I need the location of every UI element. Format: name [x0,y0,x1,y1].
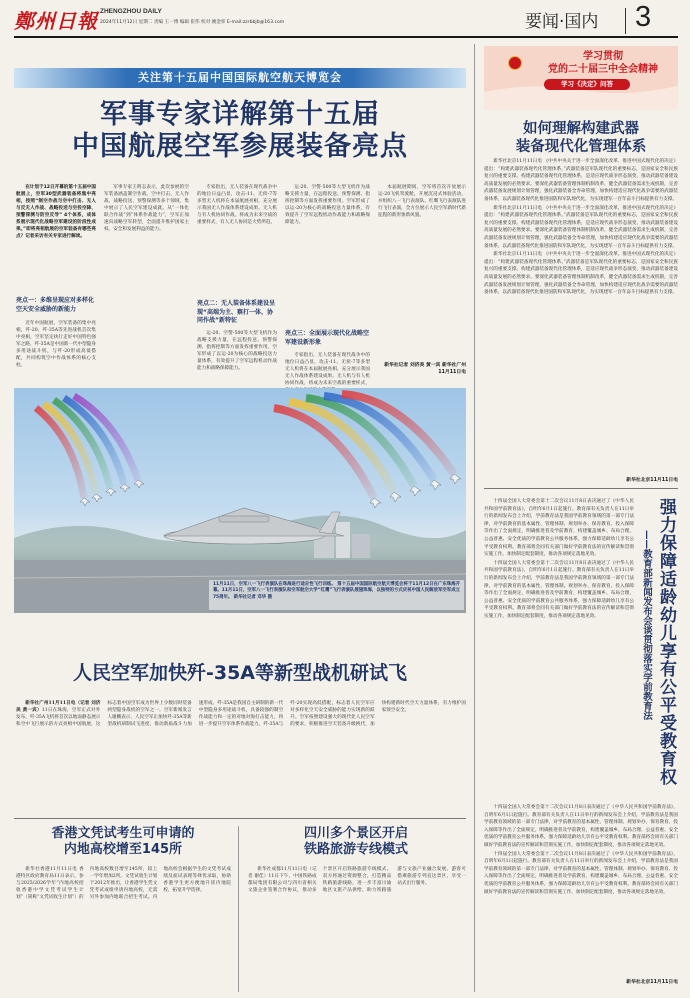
headline-line2: 中国航展空军参展装备亮点 [72,131,408,162]
divider-mid [14,818,466,819]
divider-right [484,488,678,489]
exam-headline [14,826,232,858]
study-headline [484,120,678,156]
feature-col3: 专家指出，无人装备在现代战争中的地位日益凸显，攻击-11、无侦-7等多型无人机将在本届航展亮相，充分展示我国无人作战体系建设成果。无人机与有人机协同作战，将成为未来空战的重要样式，有人无人协同是大势所趋。 [197,185,277,225]
feature-headline [14,99,466,163]
masthead-pinyin: ZHENGZHOU DAILY [100,8,162,15]
education-headline: 强力保障适龄幼儿享有公平受教育权 [656,498,676,786]
education-subhead: ——教育部新闻发布会谈贯彻落实学前教育法 [641,530,652,720]
divider-vertical-bottom [238,826,239,992]
masthead-meta: 2024年11月12日 星期二 责编 王一博 编辑 崔伟 校对 姚金卯 E-mail:zzrbbjb@163.com [100,20,285,25]
building [336,522,350,558]
study-byline: 新华社北京11月11日电 [626,478,678,483]
sichuan-body: 新华社成都11月11日电（记者 谢佳）11日下午，中国铁路成都局集团有限公司与四川省相关文旅企业签署合作协议，推动多个景区开启铁路旅游专线模式。双方将通过资源整合，打造精品铁路旅游线路，进一步丰富川渝地区文旅产品供给，助力铁路旅游与文旅产业融合发展。游客可搭乘旅游专列直达景区，享受一站式出行服务。 [248,867,466,893]
masthead-rule [14,36,678,38]
subhead-3: 亮点三：全面展示现代化战略空军建设新形象 [285,330,370,346]
subhead-2: 亮点二：无人装备体系建设呈现“高端为主、察打一体、协同作战”新特征 [197,300,276,324]
masthead-divider [625,8,626,34]
jet-dateline: 新华社广州11月11日电（记者 刘济美 黄一宾） [16,701,101,713]
study-headline-line1: 如何理解构建武器 [523,121,639,137]
section-label: 要闻·国内 [525,12,599,32]
study-headline-line2: 装备现代化管理体系 [515,139,647,155]
subhead-1: 亮点一：多维呈现应对多样化空天安全威胁的新能力 [16,297,95,313]
feature-col3b: 运-20、空警-500等大型飞机作为战略支援力量，在远程投送、预警探测、指挥控制等方面发挥重要作用。空军形成了以运-20为核心的战略投送力量体系，有效提升了空军远程机动作战能力和战略保障能力。 [197,331,277,371]
feature-banner-text: 关注第十五届中国国际航空航天博览会 [138,71,342,84]
study-title [528,50,678,76]
education-byline: 新华社北京11月11日电 [626,980,678,985]
airshow-photo [14,388,466,613]
exam-headline-line2: 内地高校增至145所 [63,842,183,857]
building [352,534,370,558]
photo-caption-box [209,580,464,610]
feature-banner [14,68,466,88]
newspaper-logo: 鄭州日報 [14,9,98,33]
feature-col4b: 专家指出，无人装备在现代战争中的地位日益凸显，攻击-11、无侦-7等多型无人机将在本届航展亮相，充分展示我国无人作战体系建设成果。无人机与有人机协同作战，将成为未来空战的重要样式， [285,353,370,386]
page-number: 3 [635,1,652,33]
study-banner [484,46,678,110]
study-title-line1: 学习贯彻 [583,51,623,62]
vertical-divider-right [474,44,475,992]
photo-caption: 11月11日，空军八一飞行表演队在珠海进行适应性飞行训练。 第十五届中国国际航空航天博览会将于11月12日在广东珠海开幕。11月11日，空军八一飞行表演队和空军航空大学“红鹰”飞行表演队展翅珠海，以独特的方式庆祝中国人民解放军空军成立75周年。 新华社记者 邓华 摄 [213,582,460,600]
feature-col5: 本届航展期间，空军将首次开放展示运-20飞机驾驶舱，开展沉浸式体验活动，并组织八一飞行表演队、红鹰飞行表演队进行飞行表演，全方位展示人民空军新时代新征程的新形象新风貌。 [378,185,466,218]
study-tag: 学习《决定》问答 [544,79,630,90]
study-icon [508,56,522,70]
education-body: 十四届全国人大常委会第十二次会议11月8日表决通过了《中华人民共和国学前教育法》，自明年6月1日起施行。教育部有关负责人在11日举行的新闻发布会上介绍，学前教育法是我国学前教育领域的第一部专门法律，对学前教育的基本属性、管理体制、规划举办、保育教育、投入保障等作出了全面规定，明确推进普及学前教育，构建覆盖城乡、布局合理、公益普惠、安全优质的学前教育公共服务体系，强力保障适龄幼儿享有公平受教育权利。教育部将会同有关部门做好学前教育法的宣传解读和贯彻实施工作，加快制定配套制度，推动各项规定落地见效。 十四届全国人大常委会第十二次会议11月8日表决通过了《中华人民共和国学前教育法》，自明年6月1日起施行。教育部有关负责人在11日举行的新闻发布会上介绍，学前教育法是我国学前教育领域的第一部专门法律，对学前教育的基本属性、管理体制、规划举办、保育教育、投入保障等作出了全面规定，明确推进普及学前教育，构建覆盖城乡、布局合理、公益普惠、安全优质的学前教育公共服务体系，强力保障适龄幼儿享有公平受教育权利。教育部将会同有关部门做好学前教育法的宣传解读和贯彻实施工作，加快制定配套制度，推动各项规定落地见效。 [484,499,634,619]
exam-headline-line1: 香港文凭试考生可申请的 [51,826,195,841]
study-title-line2: 党的二十届三中全会精神 [548,64,658,75]
sichuan-headline [246,826,466,858]
sichuan-headline-line2: 铁路旅游专线模式 [303,842,408,857]
feature-lead: 在计划于12日开幕的第十五届中国航展上，空军30型武器装备将集中亮相，按照“制空作战与空中打击、无人与反无人作战、战略投送与空投空降、预警探测与防空反导” 4个体系，成体系展示现代化战略空军建设的阶段性成果。”即将亮相航展的空军装备有哪些亮点？记者采访有关专家进行解读。 [16,185,96,239]
exam-body: 新华社香港11月11日电 香港特区政府教育局11日表示，参与2025/2026学年“内地高校招收香港中学文凭考试学生计划”（简称“文凭试收生计划”）的内地高校数目增至145所，较上一学年增加2所。文凭试收生计划于2012年推出，让香港学生凭文凭考试成绩申请内地高校，无需另外参加内地联合招生考试。内地高校会根据学生的文凭考试成绩及面试表现等择优录取，协助香港学生更方便地升读内地院校，拓宽升学选择。 [16,867,231,900]
feature-col1: 近年中国航展，空军装备的集中亮相，歼-20、歼-35A等先进战机首次集中亮相，空军坚定执行走好中国特色强军之路，歼-35A是中国新一代中型隐身多用途战斗机，与歼-20形成高低搭配，共同构筑空中作战体系的核心支柱。 [16,321,96,368]
study-body: 新华社北京11月11日电 《中共中央关于进一步全面深化改革、推进中国式现代化的决定》提出：“构建武器装备现代化管理体系。”武器装备是军队现代化的重要标志，是国家安全和民族复兴的重要支撑。构建武器装备现代化管理体系，是适应现代战争形态演变、推动武器装备建设高质量发展的必然要求。要深化武器装备管理体制机制改革，健全武器装备需求生成机制，完善武器装备发展规划计划管理，强化武器装备全寿命管理，加快构建适应现代化战争需要的武器装备体系，以武器装备现代化推进国防和军队现代化，为实现建军一百年奋斗目标提供有力支撑。 新华社北京11月11日电 《中共中央关于进一步全面深化改革、推进中国式现代化的决定》提出：“构建武器装备现代化管理体系。”武器装备是军队现代化的重要标志，是国家安全和民族复兴的重要支撑。构建武器装备现代化管理体系，是适应现代战争形态演变、推动武器装备建设高质量发展的必然要求。要深化武器装备管理体制机制改革，健全武器装备需求生成机制，完善武器装备发展规划计划管理，强化武器装备全寿命管理，加快构建适应现代化战争需要的武器装备体系，以武器装备现代化推进国防和军队现代化，为实现建军一百年奋斗目标提供有力支撑。 新华社北京11月11日电 《中共中央关于进一步全面深化改革、推进中国式现代化的决定》提出：“构建武器装备现代化管理体系。”武器装备是军队现代化的重要标志，是国家安全和民族复兴的重要支撑。构建武器装备现代化管理体系，是适应现代战争形态演变、推动武器装备建设高质量发展的必然要求。要深化武器装备管理体制机制改革，健全武器装备需求生成机制，完善武器装备发展规划计划管理，强化武器装备全寿命管理，加快构建适应现代化战争需要的武器装备体系，以武器装备现代化推进国防和军队现代化，为实现建军一百年奋斗目标提供有力支撑。 [484,159,678,296]
jet-article-body: 新华社广州11月11日电（记者 刘济美 黄一宾）11日在珠海，空军正式对外发布，歼-35A飞机将首次以地面静态展示和空中飞行展示的方式亮相中国航展，这标志着中国空军成为世界上少数同时装备两型隐身战机的空军之一。空军新闻发言人谢鹏表示，人民空军正加快歼-35A等新型战机研制试飞进度，推动新质战斗力加速形成。歼-35A是我国自主研制的新一代中型隐身多用途战斗机，具备较强的制空作战能力和一定的对地对海打击能力，将进一步提升空军体系作战能力。歼-35A与歼-20实现高低搭配，标志着人民空军应对多样化空天安全威胁的能力实现新的跃升。空军按照建设强大的现代化人民空军的要求，积极推进空天装备升级换代，加快构建新时代空天力量体系，有力维护国家领空安全。 [16,701,466,727]
jet-headline: 人民空军加快歼-35A等新型战机研试飞 [72,662,408,684]
sichuan-headline-line1: 四川多个景区开启 [303,826,408,841]
feature-col4: 运-20、空警-500等大型飞机作为战略支援力量，在远程投送、预警探测、指挥控制等方面发挥重要作用。空军形成了以运-20为核心的战略投送力量体系，有效提升了空军远程机动作战能力和战略保障能力。 [285,185,370,225]
feature-col2: 军事专家王明志表示，此次参展的空军装备涵盖制空作战、空中打击、无人作战、战略投送、预警探测等多个领域，集中展示了人民空军建设成就。从“一体化联合作战”到“体系作战能力”，空军正加速向战略空军转型，全面提升维护国家主权、安全和发展利益的能力。 [104,185,189,232]
education-body-lower: 十四届全国人大常委会第十二次会议11月8日表决通过了《中华人民共和国学前教育法》，自明年6月1日起施行。教育部有关负责人在11日举行的新闻发布会上介绍，学前教育法是我国学前教育领域的第一部专门法律，对学前教育的基本属性、管理体制、规划举办、保育教育、投入保障等作出了全面规定，明确推进普及学前教育，构建覆盖城乡、布局合理、公益普惠、安全优质的学前教育公共服务体系，强力保障适龄幼儿享有公平受教育权利。教育部将会同有关部门做好学前教育法的宣传解读和贯彻实施工作，加快制定配套制度，推动各项规定落地见效。 十四届全国人大常委会第十二次会议11月8日表决通过了《中华人民共和国学前教育法》，自明年6月1日起施行。教育部有关负责人在11日举行的新闻发布会上介绍，学前教育法是我国学前教育领域的第一部专门法律，对学前教育的基本属性、管理体制、规划举办、保育教育、投入保障等作出了全面规定，明确推进普及学前教育，构建覆盖城乡、布局合理、公益普惠、安全优质的学前教育公共服务体系，强力保障适龄幼儿享有公平受教育权利。教育部将会同有关部门做好学前教育法的宣传解读和贯彻实施工作，加快制定配套制度，推动各项规定落地见效。 [484,805,678,895]
feature-byline: 新华社记者 刘济美 黄一宾 新华社广州11月11日电 [384,363,466,375]
headline-line1: 军事专家详解第十五届 [100,99,380,130]
